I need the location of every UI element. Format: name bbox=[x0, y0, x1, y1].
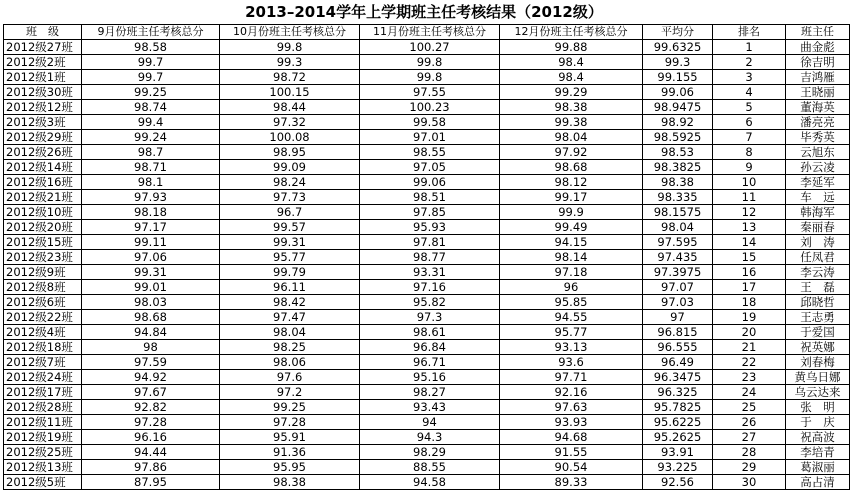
average-cell: 98.5925 bbox=[643, 130, 713, 145]
header-rank: 排名 bbox=[713, 25, 786, 40]
teacher-cell: 葛淑丽 bbox=[786, 460, 850, 475]
table-row bbox=[4, 145, 850, 160]
table-row bbox=[4, 400, 850, 415]
dec-score-cell: 93.6 bbox=[500, 355, 643, 370]
sep-score-cell: 98.7 bbox=[82, 145, 220, 160]
table-row bbox=[4, 385, 850, 400]
average-cell: 99.06 bbox=[643, 85, 713, 100]
average-cell: 98.1575 bbox=[643, 205, 713, 220]
table-row bbox=[4, 460, 850, 475]
rank-cell: 20 bbox=[713, 325, 786, 340]
sep-score-cell: 97.86 bbox=[82, 460, 220, 475]
nov-score-cell: 100.23 bbox=[360, 100, 500, 115]
nov-score-cell: 100.27 bbox=[360, 40, 500, 55]
table-row bbox=[4, 235, 850, 250]
teacher-cell: 韩海军 bbox=[786, 205, 850, 220]
nov-score-cell: 98.51 bbox=[360, 190, 500, 205]
header-class: 班 级 bbox=[4, 25, 82, 40]
rank-cell: 1 bbox=[713, 40, 786, 55]
dec-score-cell: 97.71 bbox=[500, 370, 643, 385]
rank-cell: 7 bbox=[713, 130, 786, 145]
table-row bbox=[4, 445, 850, 460]
average-cell: 96.49 bbox=[643, 355, 713, 370]
table-row bbox=[4, 280, 850, 295]
oct-score-cell: 100.08 bbox=[220, 130, 360, 145]
oct-score-cell: 99.31 bbox=[220, 235, 360, 250]
teacher-cell: 王 磊 bbox=[786, 280, 850, 295]
teacher-cell: 王晓丽 bbox=[786, 85, 850, 100]
average-cell: 96.815 bbox=[643, 325, 713, 340]
dec-score-cell: 94.15 bbox=[500, 235, 643, 250]
sep-score-cell: 98.68 bbox=[82, 310, 220, 325]
oct-score-cell: 97.28 bbox=[220, 415, 360, 430]
rank-cell: 3 bbox=[713, 70, 786, 85]
class-cell: 2012级23班 bbox=[4, 250, 82, 265]
rank-cell: 26 bbox=[713, 415, 786, 430]
sep-score-cell: 97.59 bbox=[82, 355, 220, 370]
oct-score-cell: 98.25 bbox=[220, 340, 360, 355]
class-cell: 2012级2班 bbox=[4, 55, 82, 70]
class-cell: 2012级13班 bbox=[4, 460, 82, 475]
rank-cell: 9 bbox=[713, 160, 786, 175]
table-row bbox=[4, 325, 850, 340]
oct-score-cell: 97.2 bbox=[220, 385, 360, 400]
sep-score-cell: 87.95 bbox=[82, 475, 220, 490]
average-cell: 96.325 bbox=[643, 385, 713, 400]
average-cell: 92.56 bbox=[643, 475, 713, 490]
rank-cell: 5 bbox=[713, 100, 786, 115]
dec-score-cell: 93.93 bbox=[500, 415, 643, 430]
nov-score-cell: 99.8 bbox=[360, 70, 500, 85]
rank-cell: 6 bbox=[713, 115, 786, 130]
oct-score-cell: 98.24 bbox=[220, 175, 360, 190]
class-cell: 2012级5班 bbox=[4, 475, 82, 490]
average-cell: 97 bbox=[643, 310, 713, 325]
class-cell: 2012级10班 bbox=[4, 205, 82, 220]
nov-score-cell: 97.85 bbox=[360, 205, 500, 220]
header-oct: 10月份班主任考核总分 bbox=[220, 25, 360, 40]
table-row bbox=[4, 295, 850, 310]
oct-score-cell: 98.72 bbox=[220, 70, 360, 85]
sep-score-cell: 99.25 bbox=[82, 85, 220, 100]
average-cell: 98.04 bbox=[643, 220, 713, 235]
nov-score-cell: 95.82 bbox=[360, 295, 500, 310]
teacher-cell: 李延军 bbox=[786, 175, 850, 190]
nov-score-cell: 98.55 bbox=[360, 145, 500, 160]
average-cell: 96.3475 bbox=[643, 370, 713, 385]
nov-score-cell: 88.55 bbox=[360, 460, 500, 475]
sep-score-cell: 99.24 bbox=[82, 130, 220, 145]
class-cell: 2012级16班 bbox=[4, 175, 82, 190]
sep-score-cell: 94.92 bbox=[82, 370, 220, 385]
oct-score-cell: 98.42 bbox=[220, 295, 360, 310]
rank-cell: 8 bbox=[713, 145, 786, 160]
teacher-cell: 乌云达来 bbox=[786, 385, 850, 400]
table-row bbox=[4, 220, 850, 235]
nov-score-cell: 97.55 bbox=[360, 85, 500, 100]
rank-cell: 13 bbox=[713, 220, 786, 235]
nov-score-cell: 99.58 bbox=[360, 115, 500, 130]
average-cell: 99.6325 bbox=[643, 40, 713, 55]
dec-score-cell: 95.85 bbox=[500, 295, 643, 310]
dec-score-cell: 99.17 bbox=[500, 190, 643, 205]
nov-score-cell: 96.71 bbox=[360, 355, 500, 370]
oct-score-cell: 91.36 bbox=[220, 445, 360, 460]
dec-score-cell: 98.14 bbox=[500, 250, 643, 265]
oct-score-cell: 99.79 bbox=[220, 265, 360, 280]
average-cell: 97.03 bbox=[643, 295, 713, 310]
nov-score-cell: 97.05 bbox=[360, 160, 500, 175]
teacher-cell: 云旭东 bbox=[786, 145, 850, 160]
table-row bbox=[4, 160, 850, 175]
header-dec: 12月份班主任考核总分 bbox=[500, 25, 643, 40]
average-cell: 96.555 bbox=[643, 340, 713, 355]
header-row bbox=[4, 25, 850, 40]
class-cell: 2012级22班 bbox=[4, 310, 82, 325]
sep-score-cell: 99.7 bbox=[82, 55, 220, 70]
table-row bbox=[4, 475, 850, 490]
class-cell: 2012级15班 bbox=[4, 235, 82, 250]
nov-score-cell: 98.77 bbox=[360, 250, 500, 265]
oct-score-cell: 99.8 bbox=[220, 40, 360, 55]
nov-score-cell: 97.16 bbox=[360, 280, 500, 295]
average-cell: 98.53 bbox=[643, 145, 713, 160]
rank-cell: 15 bbox=[713, 250, 786, 265]
teacher-cell: 刘春梅 bbox=[786, 355, 850, 370]
rank-cell: 2 bbox=[713, 55, 786, 70]
nov-score-cell: 97.81 bbox=[360, 235, 500, 250]
oct-score-cell: 98.06 bbox=[220, 355, 360, 370]
oct-score-cell: 95.91 bbox=[220, 430, 360, 445]
dec-score-cell: 98.4 bbox=[500, 55, 643, 70]
oct-score-cell: 99.25 bbox=[220, 400, 360, 415]
class-cell: 2012级3班 bbox=[4, 115, 82, 130]
average-cell: 95.2625 bbox=[643, 430, 713, 445]
nov-score-cell: 98.29 bbox=[360, 445, 500, 460]
oct-score-cell: 95.95 bbox=[220, 460, 360, 475]
class-cell: 2012级7班 bbox=[4, 355, 82, 370]
table-row bbox=[4, 130, 850, 145]
sep-score-cell: 99.01 bbox=[82, 280, 220, 295]
class-cell: 2012级21班 bbox=[4, 190, 82, 205]
table-row bbox=[4, 265, 850, 280]
sep-score-cell: 98 bbox=[82, 340, 220, 355]
table-row bbox=[4, 205, 850, 220]
dec-score-cell: 96 bbox=[500, 280, 643, 295]
teacher-cell: 祝英娜 bbox=[786, 340, 850, 355]
teacher-cell: 孙云凌 bbox=[786, 160, 850, 175]
class-cell: 2012级6班 bbox=[4, 295, 82, 310]
oct-score-cell: 96.11 bbox=[220, 280, 360, 295]
class-cell: 2012级25班 bbox=[4, 445, 82, 460]
rank-cell: 25 bbox=[713, 400, 786, 415]
rank-cell: 29 bbox=[713, 460, 786, 475]
teacher-cell: 祝高波 bbox=[786, 430, 850, 445]
average-cell: 98.3825 bbox=[643, 160, 713, 175]
teacher-cell: 于 庆 bbox=[786, 415, 850, 430]
nov-score-cell: 95.16 bbox=[360, 370, 500, 385]
table-row bbox=[4, 190, 850, 205]
dec-score-cell: 97.18 bbox=[500, 265, 643, 280]
header-average: 平均分 bbox=[643, 25, 713, 40]
average-cell: 95.6225 bbox=[643, 415, 713, 430]
sep-score-cell: 97.28 bbox=[82, 415, 220, 430]
dec-score-cell: 93.13 bbox=[500, 340, 643, 355]
teacher-cell: 黄乌日娜 bbox=[786, 370, 850, 385]
teacher-cell: 徐吉明 bbox=[786, 55, 850, 70]
rank-cell: 4 bbox=[713, 85, 786, 100]
teacher-cell: 秦丽春 bbox=[786, 220, 850, 235]
dec-score-cell: 98.4 bbox=[500, 70, 643, 85]
oct-score-cell: 95.77 bbox=[220, 250, 360, 265]
teacher-cell: 曲金彪 bbox=[786, 40, 850, 55]
teacher-cell: 毕秀英 bbox=[786, 130, 850, 145]
oct-score-cell: 99.57 bbox=[220, 220, 360, 235]
nov-score-cell: 93.31 bbox=[360, 265, 500, 280]
sep-score-cell: 92.82 bbox=[82, 400, 220, 415]
teacher-cell: 王志勇 bbox=[786, 310, 850, 325]
rank-cell: 14 bbox=[713, 235, 786, 250]
dec-score-cell: 98.04 bbox=[500, 130, 643, 145]
table-row bbox=[4, 115, 850, 130]
nov-score-cell: 99.8 bbox=[360, 55, 500, 70]
average-cell: 99.155 bbox=[643, 70, 713, 85]
teacher-cell: 张 明 bbox=[786, 400, 850, 415]
dec-score-cell: 99.88 bbox=[500, 40, 643, 55]
teacher-cell: 车 远 bbox=[786, 190, 850, 205]
nov-score-cell: 94.3 bbox=[360, 430, 500, 445]
table-row bbox=[4, 40, 850, 55]
dec-score-cell: 98.12 bbox=[500, 175, 643, 190]
table-row bbox=[4, 415, 850, 430]
dec-score-cell: 99.29 bbox=[500, 85, 643, 100]
teacher-cell: 吉鸿雁 bbox=[786, 70, 850, 85]
sep-score-cell: 98.71 bbox=[82, 160, 220, 175]
teacher-cell: 于爱国 bbox=[786, 325, 850, 340]
table-body bbox=[4, 40, 850, 490]
average-cell: 95.7825 bbox=[643, 400, 713, 415]
table-row bbox=[4, 55, 850, 70]
table-row bbox=[4, 250, 850, 265]
average-cell: 99.3 bbox=[643, 55, 713, 70]
rank-cell: 24 bbox=[713, 385, 786, 400]
table-row bbox=[4, 430, 850, 445]
rank-cell: 17 bbox=[713, 280, 786, 295]
dec-score-cell: 99.9 bbox=[500, 205, 643, 220]
table-row bbox=[4, 370, 850, 385]
nov-score-cell: 99.06 bbox=[360, 175, 500, 190]
nov-score-cell: 94.58 bbox=[360, 475, 500, 490]
rank-cell: 27 bbox=[713, 430, 786, 445]
oct-score-cell: 99.09 bbox=[220, 160, 360, 175]
class-cell: 2012级4班 bbox=[4, 325, 82, 340]
sep-score-cell: 98.1 bbox=[82, 175, 220, 190]
dec-score-cell: 92.16 bbox=[500, 385, 643, 400]
sheet-title: 2013–2014学年上学期班主任考核结果（2012级） bbox=[245, 3, 603, 21]
table-row bbox=[4, 85, 850, 100]
average-cell: 97.435 bbox=[643, 250, 713, 265]
class-cell: 2012级19班 bbox=[4, 430, 82, 445]
sep-score-cell: 99.4 bbox=[82, 115, 220, 130]
header-nov: 11月份班主任考核总分 bbox=[360, 25, 500, 40]
table-row bbox=[4, 355, 850, 370]
rank-cell: 10 bbox=[713, 175, 786, 190]
class-cell: 2012级26班 bbox=[4, 145, 82, 160]
rank-cell: 23 bbox=[713, 370, 786, 385]
results-table bbox=[3, 24, 850, 490]
sep-score-cell: 98.18 bbox=[82, 205, 220, 220]
average-cell: 98.92 bbox=[643, 115, 713, 130]
dec-score-cell: 94.68 bbox=[500, 430, 643, 445]
average-cell: 98.9475 bbox=[643, 100, 713, 115]
dec-score-cell: 98.38 bbox=[500, 100, 643, 115]
dec-score-cell: 94.55 bbox=[500, 310, 643, 325]
rank-cell: 28 bbox=[713, 445, 786, 460]
sep-score-cell: 94.44 bbox=[82, 445, 220, 460]
oct-score-cell: 97.6 bbox=[220, 370, 360, 385]
oct-score-cell: 97.47 bbox=[220, 310, 360, 325]
class-cell: 2012级29班 bbox=[4, 130, 82, 145]
teacher-cell: 高占清 bbox=[786, 475, 850, 490]
class-cell: 2012级1班 bbox=[4, 70, 82, 85]
class-cell: 2012级20班 bbox=[4, 220, 82, 235]
average-cell: 97.07 bbox=[643, 280, 713, 295]
class-cell: 2012级27班 bbox=[4, 40, 82, 55]
average-cell: 97.3975 bbox=[643, 265, 713, 280]
rank-cell: 12 bbox=[713, 205, 786, 220]
nov-score-cell: 94 bbox=[360, 415, 500, 430]
dec-score-cell: 95.77 bbox=[500, 325, 643, 340]
sep-score-cell: 97.17 bbox=[82, 220, 220, 235]
rank-cell: 16 bbox=[713, 265, 786, 280]
oct-score-cell: 98.95 bbox=[220, 145, 360, 160]
teacher-cell: 董海英 bbox=[786, 100, 850, 115]
class-cell: 2012级12班 bbox=[4, 100, 82, 115]
average-cell: 93.225 bbox=[643, 460, 713, 475]
class-cell: 2012级28班 bbox=[4, 400, 82, 415]
sep-score-cell: 97.93 bbox=[82, 190, 220, 205]
class-cell: 2012级17班 bbox=[4, 385, 82, 400]
dec-score-cell: 97.63 bbox=[500, 400, 643, 415]
nov-score-cell: 98.27 bbox=[360, 385, 500, 400]
rank-cell: 11 bbox=[713, 190, 786, 205]
dec-score-cell: 90.54 bbox=[500, 460, 643, 475]
oct-score-cell: 100.15 bbox=[220, 85, 360, 100]
nov-score-cell: 97.3 bbox=[360, 310, 500, 325]
average-cell: 93.91 bbox=[643, 445, 713, 460]
oct-score-cell: 96.7 bbox=[220, 205, 360, 220]
nov-score-cell: 96.84 bbox=[360, 340, 500, 355]
table-row bbox=[4, 340, 850, 355]
teacher-cell: 李培青 bbox=[786, 445, 850, 460]
dec-score-cell: 99.49 bbox=[500, 220, 643, 235]
teacher-cell: 邱晓哲 bbox=[786, 295, 850, 310]
header-sep: 9月份班主任考核总分 bbox=[82, 25, 220, 40]
oct-score-cell: 99.3 bbox=[220, 55, 360, 70]
average-cell: 98.38 bbox=[643, 175, 713, 190]
class-cell: 2012级30班 bbox=[4, 85, 82, 100]
dec-score-cell: 97.92 bbox=[500, 145, 643, 160]
teacher-cell: 潘亮亮 bbox=[786, 115, 850, 130]
nov-score-cell: 93.43 bbox=[360, 400, 500, 415]
rank-cell: 21 bbox=[713, 340, 786, 355]
oct-score-cell: 98.38 bbox=[220, 475, 360, 490]
header-teacher: 班主任 bbox=[786, 25, 850, 40]
dec-score-cell: 98.68 bbox=[500, 160, 643, 175]
class-cell: 2012级8班 bbox=[4, 280, 82, 295]
sep-score-cell: 97.67 bbox=[82, 385, 220, 400]
rank-cell: 18 bbox=[713, 295, 786, 310]
sep-score-cell: 97.06 bbox=[82, 250, 220, 265]
table-row bbox=[4, 175, 850, 190]
rank-cell: 22 bbox=[713, 355, 786, 370]
class-cell: 2012级11班 bbox=[4, 415, 82, 430]
teacher-cell: 任凤君 bbox=[786, 250, 850, 265]
oct-score-cell: 98.04 bbox=[220, 325, 360, 340]
sep-score-cell: 99.11 bbox=[82, 235, 220, 250]
average-cell: 97.595 bbox=[643, 235, 713, 250]
table-row bbox=[4, 310, 850, 325]
rank-cell: 30 bbox=[713, 475, 786, 490]
teacher-cell: 李云涛 bbox=[786, 265, 850, 280]
table-row bbox=[4, 70, 850, 85]
nov-score-cell: 98.61 bbox=[360, 325, 500, 340]
sep-score-cell: 98.58 bbox=[82, 40, 220, 55]
class-cell: 2012级9班 bbox=[4, 265, 82, 280]
sep-score-cell: 99.7 bbox=[82, 70, 220, 85]
sep-score-cell: 94.84 bbox=[82, 325, 220, 340]
nov-score-cell: 95.93 bbox=[360, 220, 500, 235]
oct-score-cell: 97.73 bbox=[220, 190, 360, 205]
sep-score-cell: 96.16 bbox=[82, 430, 220, 445]
dec-score-cell: 89.33 bbox=[500, 475, 643, 490]
nov-score-cell: 97.01 bbox=[360, 130, 500, 145]
oct-score-cell: 97.32 bbox=[220, 115, 360, 130]
class-cell: 2012级14班 bbox=[4, 160, 82, 175]
class-cell: 2012级24班 bbox=[4, 370, 82, 385]
dec-score-cell: 91.55 bbox=[500, 445, 643, 460]
rank-cell: 19 bbox=[713, 310, 786, 325]
sep-score-cell: 98.74 bbox=[82, 100, 220, 115]
oct-score-cell: 98.44 bbox=[220, 100, 360, 115]
class-cell: 2012级18班 bbox=[4, 340, 82, 355]
table-row bbox=[4, 100, 850, 115]
teacher-cell: 刘 涛 bbox=[786, 235, 850, 250]
sep-score-cell: 99.31 bbox=[82, 265, 220, 280]
dec-score-cell: 99.38 bbox=[500, 115, 643, 130]
sep-score-cell: 98.03 bbox=[82, 295, 220, 310]
average-cell: 98.335 bbox=[643, 190, 713, 205]
